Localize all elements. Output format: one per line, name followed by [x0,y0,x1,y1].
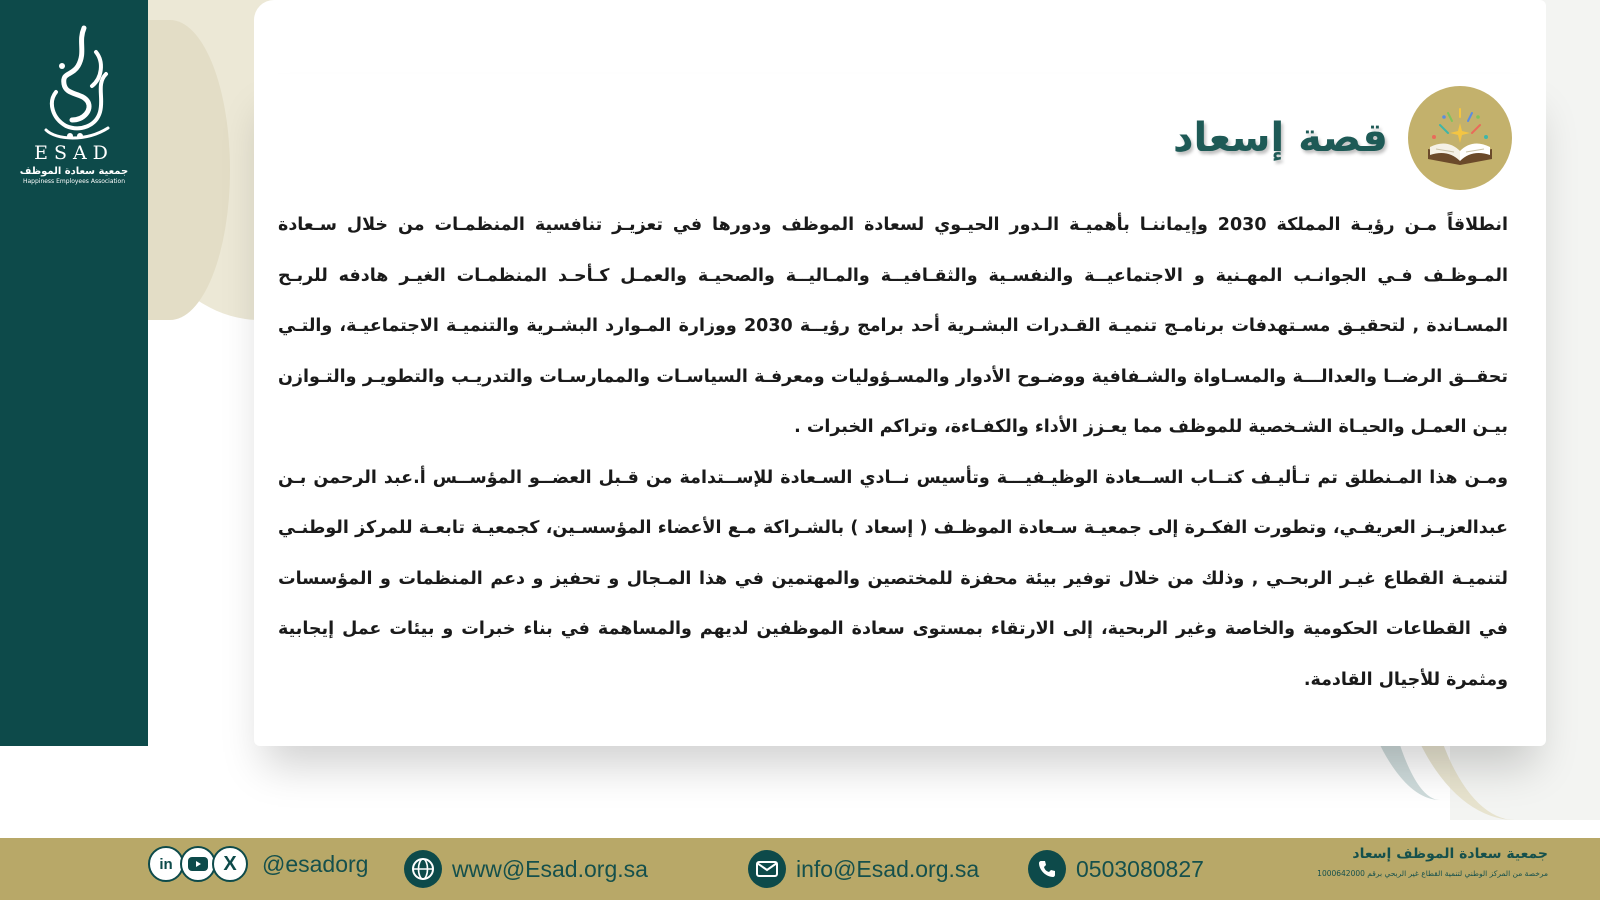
org-info [1317,846,1548,878]
website-text[interactable]: www@Esad.org.sa [452,855,648,882]
x-icon[interactable]: X [212,846,248,882]
contact-footer [0,838,1600,900]
story-paragraph-2: ومـن هذا المـنطلق تم تـأليـف كتــاب الســعادة الوظيـفيـــة وتأسيس نــادي السـعادة للإســتدامة من قـبل العضــو المؤســس أ.عبد الرحمن بـن عبدالعزيـز العريفـي، وتطورت الفكـرة إلى جمعيـة سـعادة الموظـف ( إسعاد ) بالشـراكة مـع الأعضاء المؤسسـين، كجمعيـة تابعـة للمركز الوطنـي لتنميـة القطاع غيـر الربحـي , وذلك من خلال توفير بيئة محفزة للمختصين والمهتمين في هذا المـجال و تحفيز و دعم المنظمات و المؤسسات في القطاعات الحكومية والخاصة وغير الربحية، إلى الارتقاء بمستوى سعادة الموظفين لديهم والمساهمة في بناء خبرات و بيئات عمل إيجابية ومثمرة للأجيال القادمة. [278,467,1508,690]
website-link[interactable] [404,846,648,892]
phone-link[interactable] [1028,846,1204,892]
phone-text[interactable]: 0503080827 [1076,855,1204,882]
brand-sidebar [0,0,148,746]
email-text[interactable]: info@Esad.org.sa [796,855,980,882]
esad-logo-icon [26,22,122,152]
social-links [148,846,368,882]
email-link[interactable] [748,846,979,892]
org-name: جمعية سعادة الموظف إسعاد [1352,846,1548,862]
phone-icon [1028,850,1066,888]
story-paragraph-1: انطلاقاً مـن رؤيـة المملكة 2030 وإيماننـا بأهميـة الـدور الحيـوي لسعادة الموظف ودورها في تعزيـز تنافسية المنظمـات من خلال سـعادة المـوظـف فـي الجوانـب المهـنية و الاجتماعيــة والنفسـية والثقـافيــة والمـاليــة والصحيـة والعمـل كـأحـد المنظمـات الغيـر هادفه للربـح المسـاندة , لتحقيـق مسـتهدفات برنامـج تنميـة القـدرات البشـرية أحد برامج رؤيــة 2030 ووزارة المـوارد البشـرية والتنميـة الاجتماعيـة، والتـي تحقــق الرضــا والعدالـــة والمسـاواة والشـفافية ووضـوح الأدوار والمسـؤوليات ومعرفـة السياسـات والممارسـات والتدريـب والتطويـر والتـوازن بيـن العمـل والحيـاة الشـخصية للموظف مما يعـزز الأداء والكفـاءة، وتراكم الخبرات . [278,215,1508,437]
open-book-icon [1420,103,1500,173]
globe-icon [404,850,442,888]
story-text [278,200,1508,705]
logo-arabic-text: جمعية سعادة الموظف [19,166,129,177]
social-handle[interactable]: @esadorg [262,850,369,877]
youtube-icon[interactable] [180,846,216,882]
page-title: قصة إسعاد [1173,115,1388,161]
book-badge [1408,86,1512,190]
title-row [1173,86,1512,190]
mail-icon [748,850,786,888]
logo-latin-text: ESAD [34,142,114,164]
linkedin-icon[interactable]: in [148,846,184,882]
org-license: مرخصة من المركز الوطني لتنمية القطاع غير الربحي برقم 1000642000 [1317,869,1548,878]
logo-english-text: Happiness Employees Association [22,178,126,185]
